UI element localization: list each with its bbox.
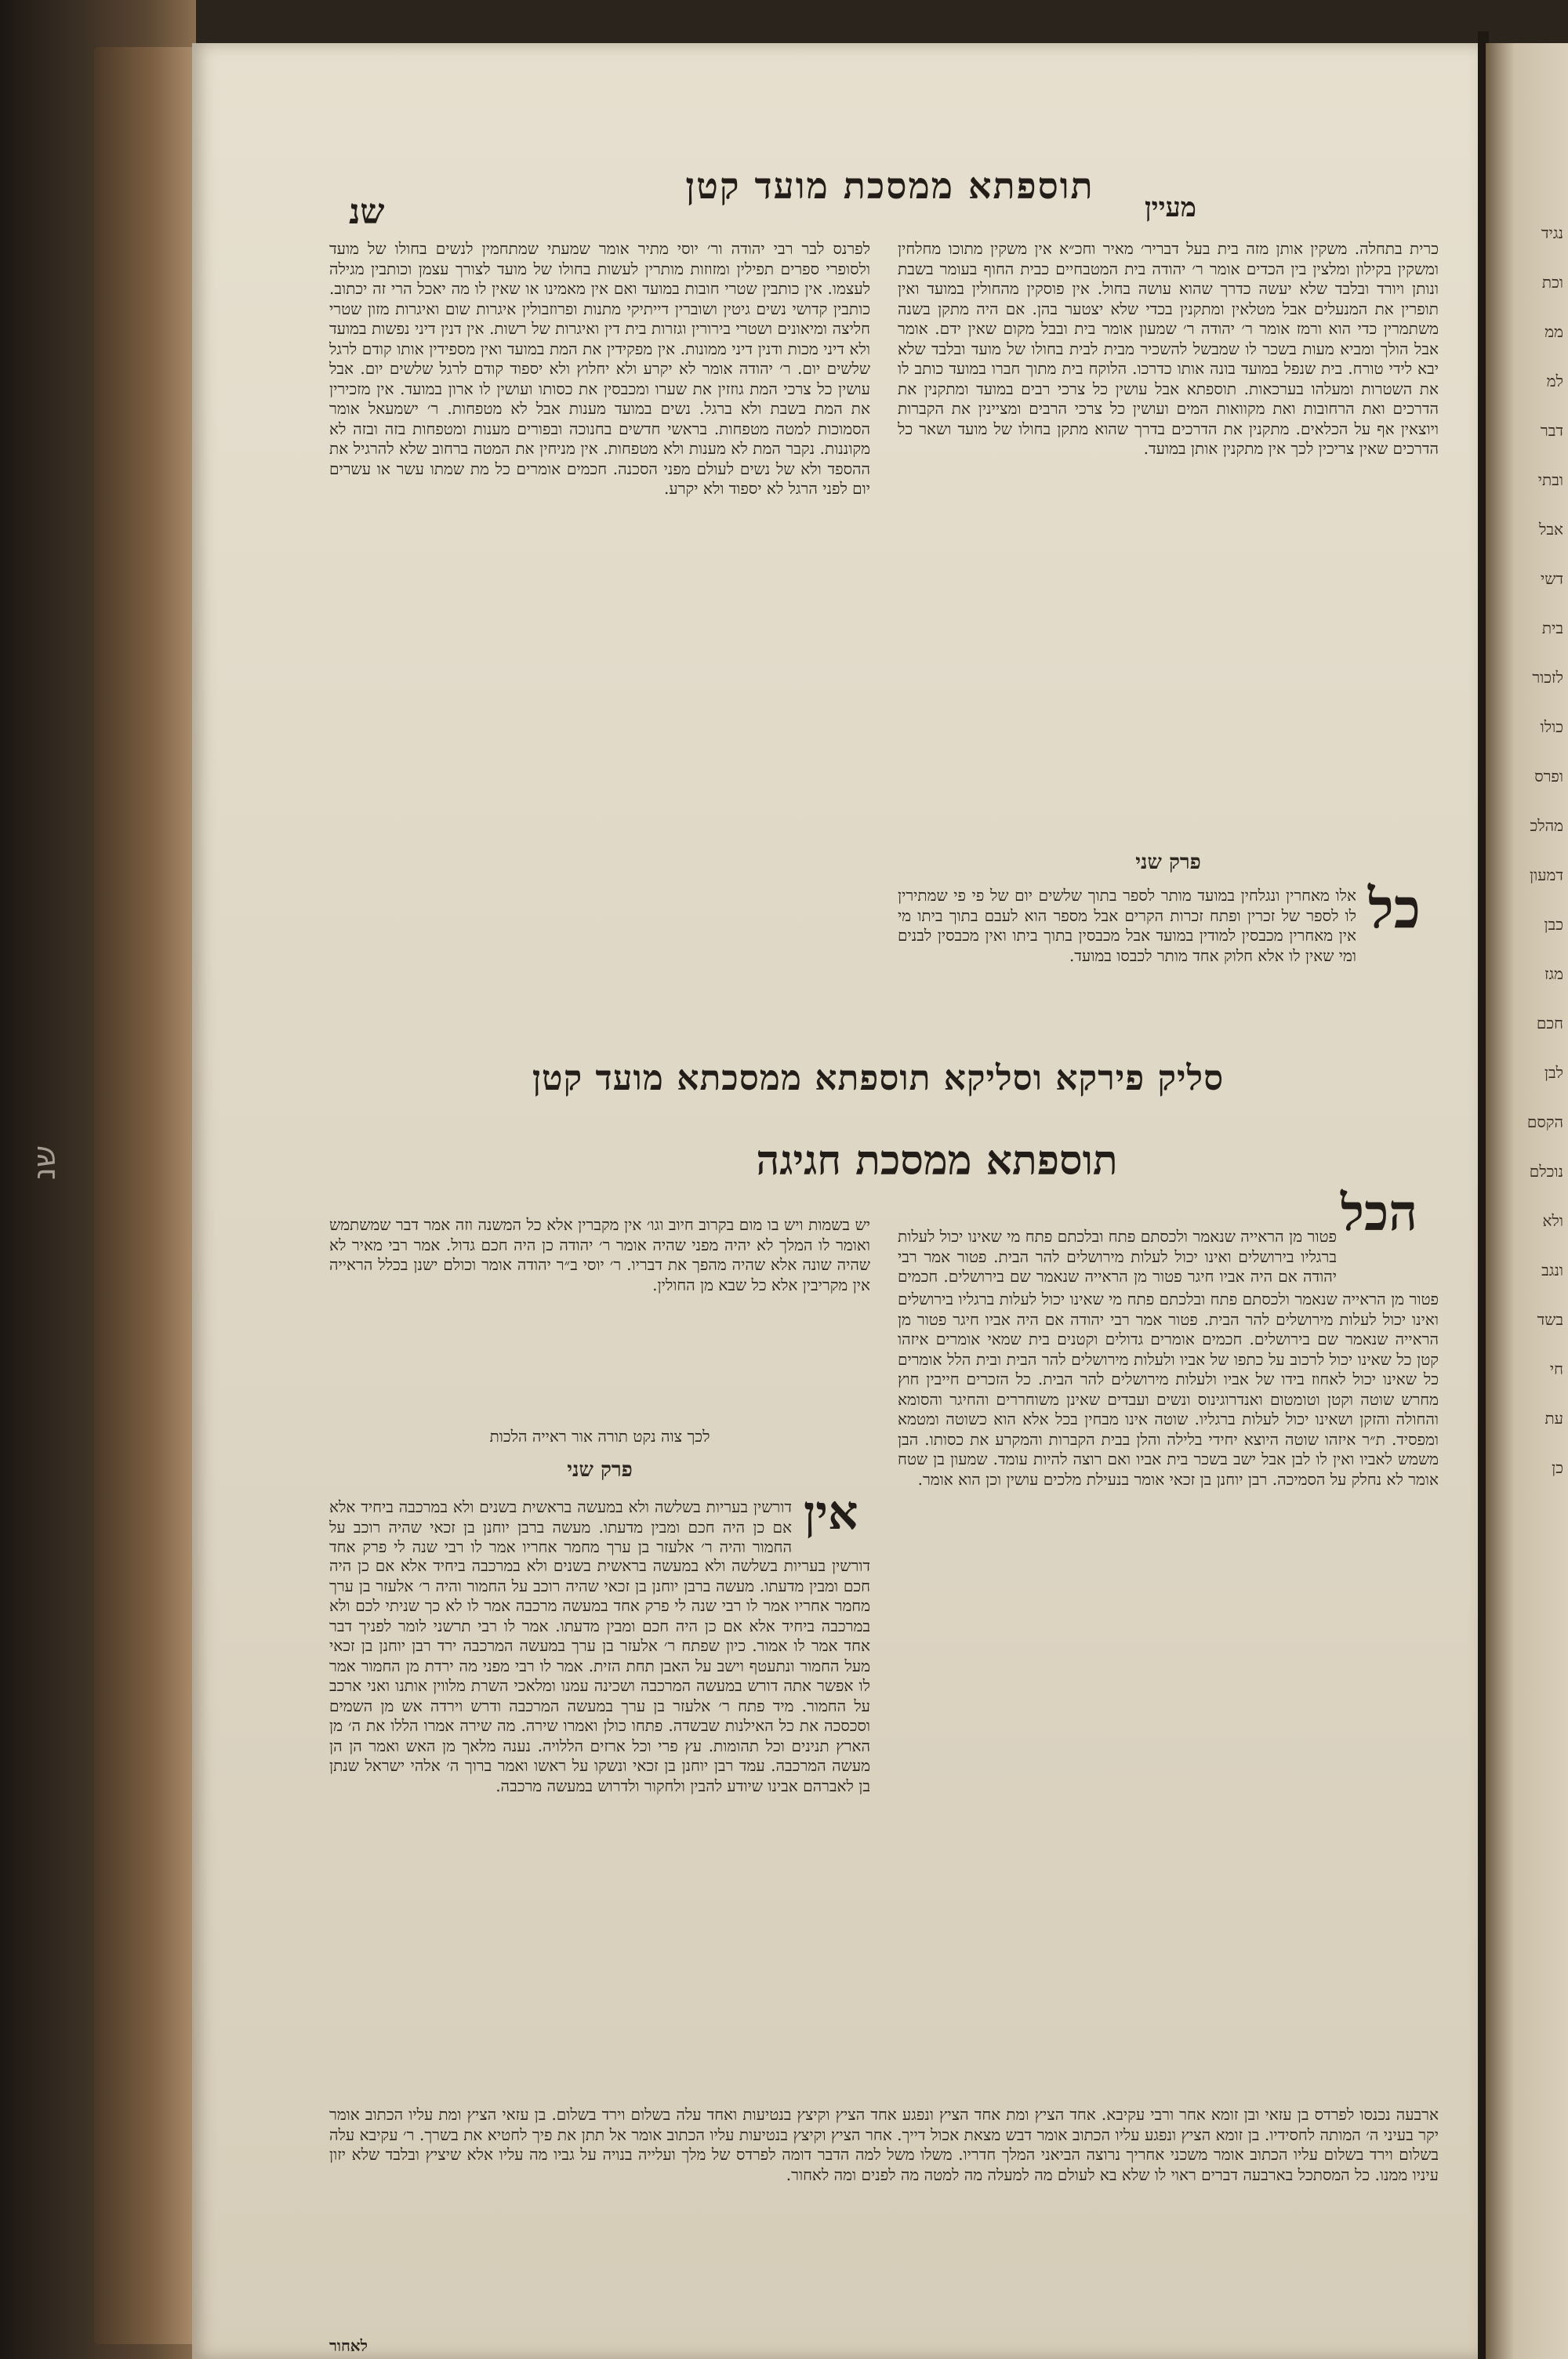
- chapter2-opening-text: אלו מאחרין ונגלחין במועד מותר לספר בתוך שלשים יום של פי פי שמתירין לו לספר של זכרין ופתח זכרות הקרים אבל מספר הוא לעבם בתוך ביתו מי אין מאחרין מכבסין למודין במועד אבל מכבסין בתוך ביתו ואין מכבסין לבנים ומי שאין לו אלא חלוק אחד מותר לכבסו במועד.: [898, 886, 1356, 965]
- adjacent-page-fragment: חכם: [1536, 1014, 1563, 1033]
- adjacent-page-fragment: אבל: [1539, 520, 1563, 539]
- adjacent-page-fragment: מגז: [1544, 964, 1563, 983]
- adjacent-page-fragment: ונגב: [1541, 1261, 1563, 1279]
- section2-left-end-line: לכך צוה נקט תורה אור ראייה הלכות: [489, 1427, 710, 1446]
- adjacent-page-fragment: ולא: [1542, 1211, 1563, 1230]
- book-page: [192, 43, 1478, 2359]
- section2-opening-lines: פטור מן הראייה שנאמר ולכסתם פתח ובלכתם פתח מי שאינו יכול לעלות ברגליו בירושלים ואינו יכול לעלות מירושלים להר הבית. פטור אמר רבי יהודה אם היה אביו חיגר פטור מן הראייה שנאמר שם בירושלים. חכמים: [898, 1227, 1337, 1286]
- adjacent-page-fragment: דשי: [1540, 569, 1563, 588]
- adjacent-page-fragment: עת: [1544, 1409, 1563, 1428]
- page-title: תוספתא ממסכת מועד קטן: [685, 165, 1094, 207]
- adjacent-page-fragment: כולו: [1540, 717, 1563, 736]
- chapter-heading: פרק שני: [1135, 851, 1201, 874]
- chapter2-initial-word: אין: [804, 1486, 858, 1541]
- adjacent-page-fragment: הקסם: [1526, 1112, 1563, 1131]
- margin-pencil-note: שנ: [27, 1145, 64, 1181]
- page-number: שנ: [349, 192, 385, 232]
- adjacent-page-fragment: ובתי: [1537, 470, 1563, 489]
- section1-right-text: כרית בתחלה. משקין אותן מזה בית בעל דבריר׳ מאיר וחכ״א אין משקין מתוכו מחלחין ומשקין בקילון ומלצין בין הכדים אומר ר׳ יהודה בית המטבחיים כבית החוף בעומר בשבת ונותן ויורד ובלבד שלא יעשה כדרך שהוא עושה בחול. אין פוסקין מהחולין במועד ואין תופרין את המנעלים אבל מטלאין ומתקנין בכדי שלא יצטער בהן. אם היה מתקן בשנה משתמרין כדי הוא ורמז אומר ר׳ יהודה ר׳ שמעון אומר בית ובבל מקום שאין ידם. אומר אבל הולך ומביא מעות בשכר לו שמבשל להשכיר מבית לבית בחולו של מועד ובלבד שלא יבא לידי טורח. בית שנפל במועד בונה אותו כדרכו. הלוקח בית מתוך חברו במועד כותב לו את השטרות ומעלהו בערכאות. תוספתא אבל עושין כל צרכי רבים במועד ומתקנין את הדרכים ואת הרחובות ואת מקוואות המים ועושין כל צרכי הרבים ומציינין את הקברות ויוצאין אף על הכלאים. מתקנין את הדרכים בדרך שהוא מתקן בחולו של מועד ושאר כל הדרכים שאין צריכין לכך אין מתקנין אותן במועד.: [898, 239, 1439, 458]
- adjacent-page-fragment: דבר: [1540, 421, 1563, 440]
- section1-left-column: לפרנס לבר רבי יהודה ור׳ יוסי מתיר אומר שמעתי שמתחמין לנשים בחולו של מועד ולסופרי ספרים תפילין ומזוזות מותרין לעשות בחולו של מועד לצורך עצמן וכותבין מגילה לעצמו. אין כותבין שטרי חובות במועד ואם אין מאמינו או שאין לו מה יאכל הרי זה יכתוב. כותבין קדושי נשים גיטין ושוברין דייתיקי מתנות ופרוזבולין איגרות שום ואיגרות מזון שטרי חליצה ומיאונים ושטרי בירורין וגזרות בית דין ואיגרות של רשות. אין דנין דיני נפשות במועד ולא דיני מכות ודנין דיני ממונות. אין מפקידין את המת במועד ואין מספידין אותו קודם לרגל שלשים יום. ר׳ יהודה אומר לא יקרע ולא יחלוץ ולא יספוד קודם לרגל שלשים יום. אבל עושין כל צרכי המת גוזזין את שערו ומכבסין את כסותו ועושין לו ארון במועד. אין מזכירין את המת בשבת ולא ברגל. נשים במועד מענות אבל לא מטפחות. ר׳ ישמעאל אומר הסמוכות למטה מטפחות. בראשי חדשים בחנוכה ובפורים מענות ומטפחות בזה ובזה לא מקוננות. נקבר המת לא מענות ולא מטפחות. אין מניחין את המטה ברחוב שלא להרגיל את ההספד ולא של נשים לעולם מפני הסכנה. חכמים אומרים כל מת שמתו עשר או עשרים יום לפני הרגל לא יספוד ולא יקרע.: [329, 239, 870, 498]
- chapter2-first-lines: דורשין בעריות בשלשה ולא במעשה בראשית בשנים ולא במרכבה ביחיד אלא אם כן היה חכם ומבין מדעתו. מעשה ברבן יוחנן בן זכאי שהיה רוכב על החמור והיה ר׳ אלעזר בן ערך מחמר אחריו אמר לו רבי שנה לי פרק אחד: [329, 1497, 792, 1556]
- adjacent-page-fragment: כן: [1552, 1458, 1563, 1477]
- section2-left-column-body: דורשין בעריות בשלשה ולא במעשה בראשית בשנים ולא במרכבה ביחיד אלא אם כן היה חכם ומבין מדעתו. מעשה ברבן יוחנן בן זכאי שהיה רוכב על החמור והיה ר׳ אלעזר בן ערך מחמר אחריו אמר לו רבי שנה לי פרק אחד במעשה מרכבה אמר לו לא כך שניתי לכם ולא במרכבה ביחיד אלא אם כן היה חכם ומבין מדעתו. אמר לו רבי תרשני לומר לפניך דבר אחד אמר לו אמור. כיון שפתח ר׳ אלעזר בן ערך במעשה המרכבה ירד רבן יוחנן בן זכאי מעל החמור ונתעטף וישב על האבן תחת הזית. אמר לו רבי מפני מה ירדת מן החמור אמר לו אפשר אתה דורש במעשה המרכבה ושכינה עמנו ומלאכי השרת מלווין אותנו ואני ארכב על החמור. מיד פתח ר׳ אלעזר בן ערך במעשה המרכבה ודרש וירדה אש מן השמים וסכסכה את כל האילנות שבשדה. פתחו כולן ואמרו שירה. מה שירה אמרו הללו את ה׳ מן הארץ תנינים וכל תהומות. עץ פרי וכל ארזים הללויה. נענה מלאך מן האש ואמר הן הן מעשה המרכבה. עמד רבן יוחנן בן זכאי ונשקו על ראשו ואמר ברוך ה׳ אלהי ישראל שנתן בן לאברהם אבינו שיודע להבין ולחקור ולדרוש במעשה מרכבה.: [329, 1556, 870, 1795]
- adjacent-page-fragment: וכת: [1541, 273, 1563, 292]
- adjacent-page-fragment: כבן: [1544, 915, 1563, 934]
- catchword-bottom: לאחור: [329, 2336, 368, 2355]
- adjacent-page-edge: [1486, 43, 1568, 2359]
- adjacent-page-fragment: דמעון: [1529, 866, 1563, 884]
- section2-bottom-text: ארבעה נכנסו לפרדס בן עזאי ובן זומא אחר ורבי עקיבא. אחד הציץ ומת אחד הציץ ונפגע אחד הציץ וקיצץ בנטיעות ואחד עלה בשלום וירד בשלום. בן עזאי הציץ ומת עליו הכתוב אומר יקר בעיני ה׳ המותה לחסידיו. בן זומא הציץ ונפגע עליו הכתוב אומר דבש מצאת אכול דייך. אחר הציץ וקיצץ בנטיעות עליו הכתוב אומר אל תתן את פיך לחטיא את בשרך. ר׳ עקיבא עלה בשלום וירד בשלום עליו הכתוב אומר משכני אחריך נרוצה הביאני המלך חדריו. משלו משל למה הדבר דומה לפרדס של מלך ועלייה בנויה על גביו מה עליו אלא שיציץ ובלבד שלא יזון עיניו ממנו. כל המסתכל בארבעה דברים ראוי לו שלא בא לעולם מה למעלה מה למטה מה לפנים ומה לאחור.: [329, 2105, 1439, 2184]
- adjacent-page-fragment: ופרס: [1534, 767, 1563, 786]
- adjacent-page-fragment: נוכלם: [1529, 1162, 1563, 1181]
- catchword-header: מעיין: [1145, 192, 1196, 223]
- opening-initial-word: הכל: [1341, 1184, 1418, 1243]
- adjacent-page-fragment: לבן: [1544, 1063, 1563, 1082]
- tractate-closing-line: סליק פירקא וסליקא תוספתא ממסכתא מועד קטן: [532, 1058, 1225, 1098]
- adjacent-page-fragment: מהלכ: [1530, 816, 1563, 835]
- adjacent-page-fragment: לזכור: [1532, 668, 1563, 687]
- tractate-title: תוספתא ממסכת חגיגה: [756, 1137, 1118, 1185]
- adjacent-page-fragment: ממ: [1544, 322, 1563, 341]
- section2-left-column-top: יש בשמות ויש בו מום בקרוב חיוב וגו׳ אין מקברין אלא כל המשנה וזה אמר דבר שמשתמש ואומר לו המלך לא יהיה מפני שהיה אומר ר׳ יהודה כן היה חכם גדול. אמר רבי מאיר לא שהיה שונה אלא שהיה מהפך את דבריו. ר׳ יוסי ב״ר יהודה אומר וכולם ישנן בכלל הראייה אין מקריבין אלא כל שבא מן החולין.: [329, 1215, 870, 1294]
- adjacent-page-fragment: בשד: [1537, 1310, 1563, 1329]
- chapter-heading-2: פרק שני: [567, 1458, 633, 1482]
- adjacent-page-fragment: למ: [1546, 372, 1563, 390]
- chapter-initial-letter: כל: [1368, 876, 1421, 941]
- section2-right-column: פטור מן הראייה שנאמר ולכסתם פתח ובלכתם פתח מי שאינו יכול לעלות ברגליו בירושלים ואינו יכול לעלות מירושלים להר הבית. פטור אמר רבי יהודה אם היה אביו חיגר פטור מן הראייה שנאמר שם בירושלים. חכמים אומרים גדולים וקטנים בית שמאי אומרים איזהו קטן כל שאינו יכול לרכוב על כתפו של אביו ולעלות מירושלים להר הבית ובית הלל אומרים כל שאינו יכול לאחוז בידו של אביו ולעלות מירושלים להר הבית. כל הזכרים חייבין חוץ מחרש שוטה וקטן וטומטום ואנדרוגינוס ונשים ועבדים שאינן משוחררים והחיגר והסומא והחולה והזקן ושאינו יכול לעלות ברגליו. שוטה אינו מבחין בכל אלא הוא כשוטה ומטמא ומפסיד. ת״ר איזהו שוטה היוצא יחידי בלילה והלן בבית הקברות והמקרע את כסותו. הבן משמש לאביו ואין לו לבן אבל ישב בשכר בית אביו ואם רוצה להיות עומד. שמעון בן שטח אומר לא נחלק על הסמיכה. רבן יוחנן בן זכאי אומר בנעילת מלכים עושין וכן הוא אומר.: [898, 1290, 1439, 1489]
- book-cover-edge: [94, 47, 200, 2344]
- adjacent-page-fragment: בית: [1541, 619, 1563, 637]
- adjacent-page-fragment: חי: [1549, 1359, 1563, 1378]
- adjacent-page-fragment: נגיד: [1541, 223, 1563, 242]
